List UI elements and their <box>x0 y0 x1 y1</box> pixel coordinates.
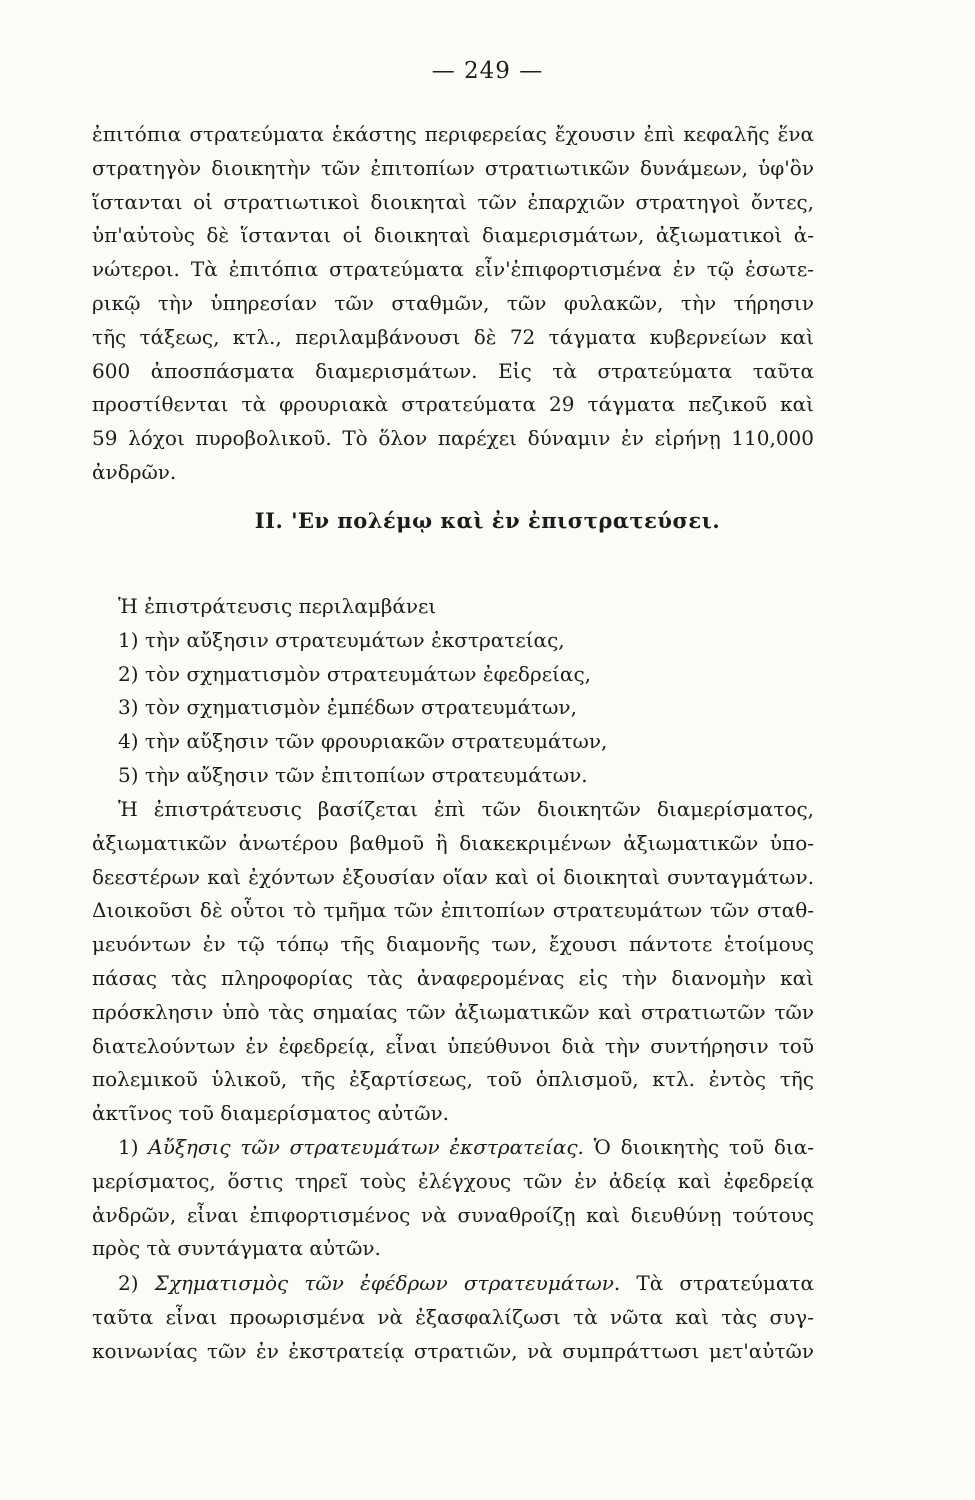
text-line <box>92 1267 814 1301</box>
section-heading: II. 'Εν πολέμῳ καὶ ἐν ἐπιστρατεύσει. <box>254 508 721 533</box>
text-line: 600 ἀποσπάσματα διαμερισμάτων. Εἰς τὰ στρατεύματα ταῦτα <box>92 358 814 383</box>
item-number: 1) <box>118 1135 139 1159</box>
mobilization-list <box>92 590 814 793</box>
item-title: Σχηματισμὸς τῶν ἐφέδρων στρατευμάτων. <box>154 1271 621 1295</box>
text-line: Διοικοῦσι δὲ οὗτοι τὸ τμῆμα τῶν ἐπιτοπίων στρατευμάτων τῶν σταθ- <box>92 898 814 923</box>
paragraph-1 <box>92 118 814 490</box>
paragraph-2 <box>92 793 814 1131</box>
list-item: 3) τὸν σχηματισμὸν ἐμπέδων στρατευμάτων, <box>118 695 577 720</box>
item-number: 2) <box>118 1271 139 1295</box>
text-line: ἐπιτόπια στρατεύματα ἑκάστης περιφερείας ἔχουσιν ἐπὶ κεφαλῆς ἕνα <box>92 122 814 146</box>
text-line: δεεστέρων καὶ ἐχόντων ἐξουσίαν οἵαν καὶ οἱ διοικηταὶ συνταγμάτων. <box>92 864 814 889</box>
text-line: Ἡ ἐπιστράτευσις βασίζεται ἐπὶ τῶν διοικητῶν διαμερίσματος, <box>118 797 814 821</box>
text-line: στρατηγὸν διοικητὴν τῶν ἐπιτοπίων στρατιωτικῶν δυνάμεων, ὑφ'ὃν <box>92 155 814 180</box>
list-item: 4) τὴν αὔξησιν τῶν φρουριακῶν στρατευμάτων, <box>118 729 608 754</box>
text-line: κοινωνίας τῶν ἐν ἐκστρατείᾳ στρατιῶν, νὰ συμπράττωσι μετ'αὐτῶν <box>92 1338 814 1363</box>
text-line: πρὸς τὰ συντάγματα αὐτῶν. <box>92 1236 381 1261</box>
text-line: μερίσματος, ὅστις τηρεῖ τοὺς ἐλέγχους τῶν ἐν ἀδείᾳ καὶ ἐφεδρείᾳ <box>92 1168 814 1193</box>
text-line: μευόντων ἐν τῷ τόπῳ τῆς διαμονῆς των, ἔχουσι πάντοτε ἑτοίμους <box>92 932 814 957</box>
item-title: Αὔξησις τῶν στρατευμάτων ἐκστρατείας. <box>148 1135 584 1159</box>
text-line: ρικῷ τὴν ὑπηρεσίαν τῶν σταθμῶν, τῶν φυλακῶν, τὴν τήρησιν <box>92 290 814 315</box>
text-line: ἀκτῖνος τοῦ διαμερίσματος αὐτῶν. <box>92 1101 450 1126</box>
text-line: διατελούντων ἐν ἐφεδρείᾳ, εἶναι ὑπεύθυνοι διὰ τὴν συντήρησιν τοῦ <box>92 1033 814 1058</box>
text-line: πάσας τὰς πληροφορίας τὰς ἀναφερομένας εἰς τὴν διανομὴν καὶ <box>92 965 814 990</box>
text-line: ἀξιωματικῶν ἀνωτέρου βαθμοῦ ἢ διακεκριμένων ἀξιωματικῶν ὑπο- <box>92 830 814 855</box>
list-intro: Ἡ ἐπιστράτευσις περιλαμβάνει <box>118 594 437 618</box>
list-item: 5) τὴν αὔξησιν τῶν ἐπιτοπίων στρατευμάτων. <box>118 762 588 787</box>
text-line: ἀνδρῶν, εἶναι ἐπιφορτισμένος νὰ συναθροίζῃ καὶ διευθύνῃ τούτους <box>92 1202 814 1227</box>
text-line: ταῦτα εἶναι προωρισμένα νὰ ἐξασφαλίζωσι τὰ νῶτα καὶ τὰς συγ- <box>92 1304 814 1329</box>
text-line: νώτεροι. Τὰ ἐπιτόπια στρατεύματα εἶν'ἐπιφορτισμένα ἐν τῷ ἐσωτε- <box>92 257 814 282</box>
text-line: ἀνδρῶν. <box>92 459 177 484</box>
item-text: Ὁ διοικητὴς τοῦ δια- <box>593 1135 814 1159</box>
paragraph-4 <box>92 1267 814 1368</box>
paragraph-3 <box>92 1131 814 1266</box>
list-item: 2) τὸν σχηματισμὸν στρατευμάτων ἐφεδρείας, <box>118 661 591 686</box>
text-line: πρόσκλησιν ὑπὸ τὰς σημαίας τῶν ἀξιωματικῶν καὶ στρατιωτῶν τῶν <box>92 999 814 1024</box>
text-line <box>92 1131 814 1165</box>
item-text: Τὰ στρατεύματα <box>636 1271 814 1295</box>
text-line: 59 λόχοι πυροβολικοῦ. Τὸ ὅλον παρέχει δύναμιν ἐν εἰρήνῃ 110,000 <box>92 426 814 451</box>
text-line: ἵστανται οἱ στρατιωτικοὶ διοικηταὶ τῶν ἐπαρχιῶν στρατηγοὶ ὄντες, <box>92 189 814 214</box>
text-line: τῆς τάξεως, κτλ., περιλαμβάνουσι δὲ 72 τάγματα κυβερνείων καὶ <box>92 324 814 349</box>
text-line: ὑπ'αὐτοὺς δὲ ἵστανται οἱ διοικηταὶ διαμερισμάτων, ἀξιωματικοὶ ἀ- <box>92 223 814 248</box>
page-number: — 249 — <box>431 58 544 84</box>
list-item: 1) τὴν αὔξησιν στρατευμάτων ἐκστρατείας, <box>118 627 565 652</box>
text-line: πολεμικοῦ ὑλικοῦ, τῆς ἐξαρτίσεως, τοῦ ὁπλισμοῦ, κτλ. ἐντὸς τῆς <box>92 1067 814 1092</box>
text-line: προστίθενται τὰ φρουριακὰ στρατεύματα 29 τάγματα πεζικοῦ καὶ <box>92 392 814 417</box>
